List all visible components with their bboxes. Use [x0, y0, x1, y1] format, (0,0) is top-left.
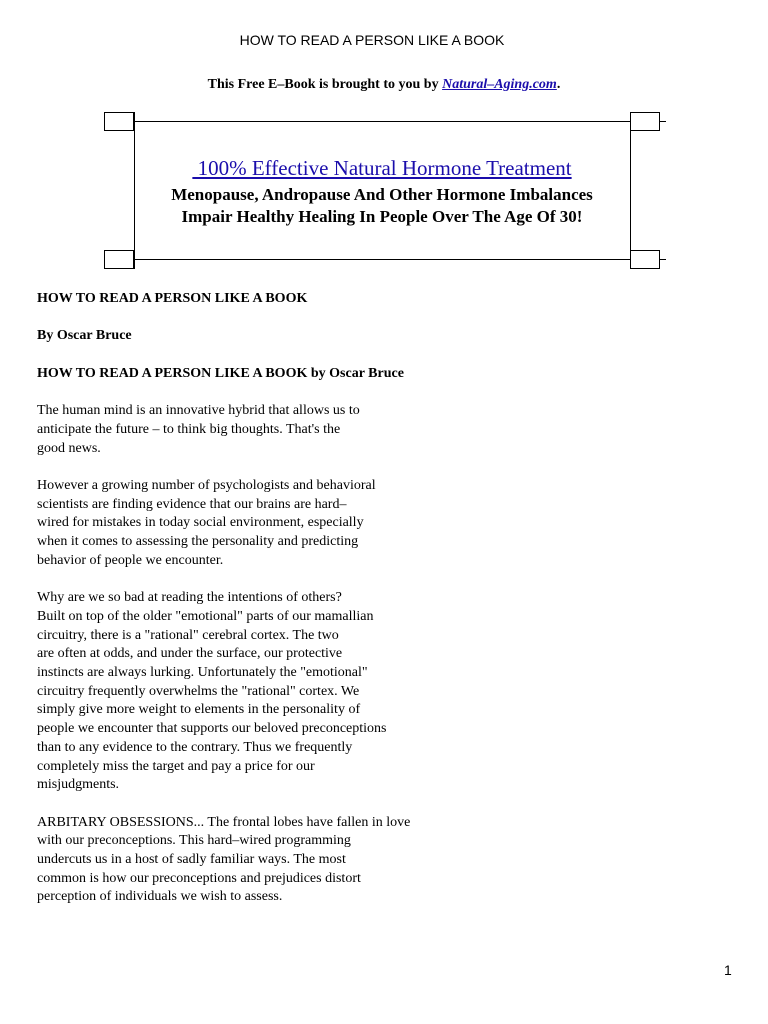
paragraph-line: perception of individuals we wish to assess. — [37, 889, 283, 905]
page-number: 1 — [724, 962, 732, 978]
promo-suffix: . — [556, 77, 561, 92]
paragraph-line: wired for mistakes in today social environment, especially — [37, 515, 364, 531]
paragraph-line: ARBITARY OBSESSIONS... The frontal lobes have fallen in love — [37, 814, 411, 830]
document-title-byline: HOW TO READ A PERSON LIKE A BOOK by Oscar Bruce — [37, 365, 404, 381]
paragraph-line: completely miss the target and pay a price for our — [37, 758, 315, 774]
document-title: HOW TO READ A PERSON LIKE A BOOK — [37, 291, 308, 306]
ad-subheadline-line: Impair Healthy Healing In People Over The Age Of 30! — [181, 207, 583, 226]
ad-headline-link[interactable]: 100% Effective Natural Hormone Treatment — [192, 156, 572, 180]
paragraph-line: than to any evidence to the contrary. Thus we frequently — [37, 739, 353, 755]
paragraph — [37, 477, 467, 571]
paragraph — [37, 589, 467, 795]
running-header: HOW TO READ A PERSON LIKE A BOOK — [239, 32, 505, 48]
ad-corner-top-right — [630, 112, 660, 131]
paragraph-line: people we encounter that supports our beloved preconceptions — [37, 721, 387, 737]
paragraph-line: Built on top of the older "emotional" parts of our mamallian — [37, 608, 374, 624]
paragraph-line: when it comes to assessing the personality and predicting — [37, 534, 359, 550]
paragraph-line: anticipate the future – to think big thoughts. That's the — [37, 421, 341, 437]
ad-frame-bottom-border — [104, 259, 666, 260]
paragraph — [37, 814, 467, 908]
paragraph-line: However a growing number of psychologists and behavioral — [37, 477, 376, 493]
paragraph-line: good news. — [37, 440, 101, 456]
paragraph-line: simply give more weight to elements in the personality of — [37, 702, 361, 718]
ad-corner-top-left — [104, 112, 134, 131]
paragraph-line: with our preconceptions. This hard–wired programming — [37, 833, 351, 849]
paragraph-line: misjudgments. — [37, 777, 120, 793]
paragraph-line: Why are we so bad at reading the intentions of others? — [37, 590, 342, 606]
ad-corner-bottom-left — [104, 250, 134, 269]
paragraph-line: circuitry, there is a "rational" cerebral cortex. The two — [37, 627, 339, 643]
ad-subheadline — [134, 184, 630, 228]
ad-corner-bottom-right — [630, 250, 660, 269]
ad-frame-right-border — [630, 112, 631, 269]
paragraph-line: are often at odds, and under the surface, our protective — [37, 646, 343, 662]
paragraph-line: instincts are always lurking. Unfortunately the "emotional" — [37, 664, 368, 680]
paragraphs — [37, 402, 467, 907]
paragraph-line: common is how our preconceptions and prejudices distort — [37, 870, 361, 886]
promo-line — [0, 77, 768, 93]
paragraph-line: scientists are finding evidence that our brains are hard– — [37, 496, 347, 512]
paragraph-line: circuitry frequently overwhelms the "rational" cortex. We — [37, 683, 360, 699]
document-byline: By Oscar Bruce — [37, 328, 132, 344]
ad-banner[interactable] — [104, 112, 666, 269]
promo-prefix: This Free E–Book is brought to you by — [207, 77, 443, 92]
paragraph-line: behavior of people we encounter. — [37, 552, 224, 568]
paragraph — [37, 402, 467, 458]
ad-subheadline-line: Menopause, Andropause And Other Hormone Imbalances — [171, 185, 593, 204]
natural-aging-link[interactable]: Natural–Aging.com — [442, 77, 557, 92]
ad-content — [134, 132, 630, 250]
paragraph-line: undercuts us in a host of sadly familiar ways. The most — [37, 852, 346, 867]
document-body — [37, 290, 467, 926]
ad-frame-top-border — [104, 121, 666, 122]
paragraph-line: The human mind is an innovative hybrid that allows us to — [37, 403, 360, 419]
